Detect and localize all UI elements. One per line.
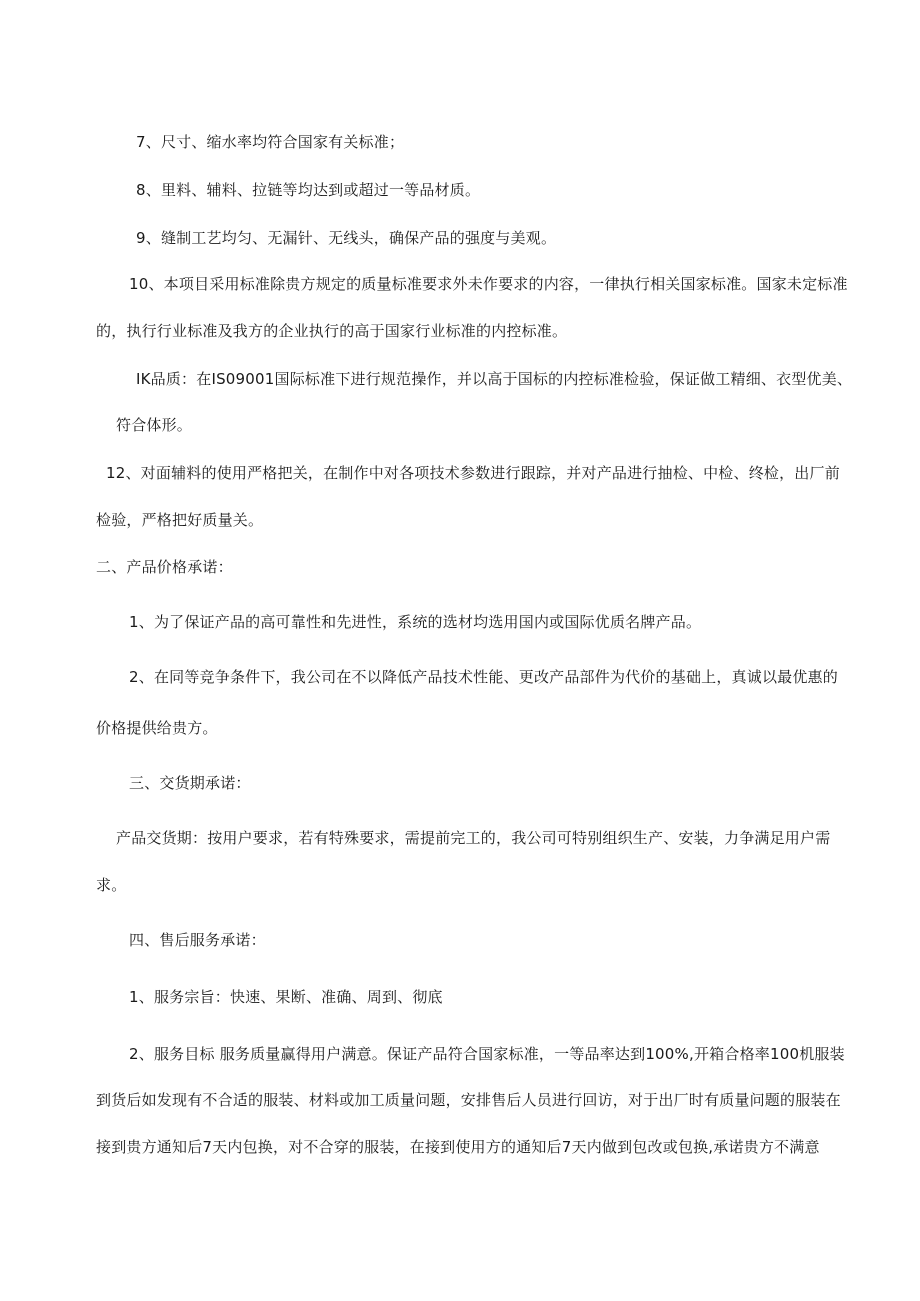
section-heading-after-sales: 四、售后服务承诺： bbox=[129, 931, 266, 949]
text-line-item-7: 7、尺寸、缩水率均符合国家有关标准； bbox=[136, 133, 405, 151]
text-line-service-2: 2、服务目标 服务质量赢得用户满意。保证产品符合国家标准，一等品率达到100%,开箱合格率100机服装 bbox=[129, 1045, 845, 1063]
text-line-item-10: 10、本项目采用标准除贵方规定的质量标准要求外未作要求的内容，一律执行相关国家标准。国家未定标准 bbox=[129, 275, 848, 293]
text-line-item-12-cont: 检验，严格把好质量关。 bbox=[96, 511, 264, 529]
text-line-service-2-cont-2: 接到贵方通知后7天内包换，对不合穿的服装，在接到使用方的通知后7天内做到包改或包换,承诺贵方不满意 bbox=[96, 1138, 820, 1156]
text-line-item-9: 9、缝制工艺均匀、无漏针、无线头，确保产品的强度与美观。 bbox=[136, 229, 557, 247]
text-line-item-12: 12、对面辅料的使用严格把关，在制作中对各项技术参数进行跟踪，并对产品进行抽检、中检、终检，出厂前 bbox=[106, 464, 840, 482]
text-line-price-2: 2、在同等竞争条件下，我公司在不以降低产品技术性能、更改产品部件为代价的基础上，真诚以最优惠的 bbox=[129, 668, 838, 686]
text-line-service-1: 1、服务宗旨：快速、果断、准确、周到、彻底 bbox=[129, 988, 443, 1006]
text-line-item-11-cont: 符合体形。 bbox=[116, 416, 193, 434]
text-line-item-11: IK品质：在IS09001国际标准下进行规范操作，并以高于国标的内控标准检验，保证做工精细、衣型优美、 bbox=[136, 370, 853, 388]
text-line-price-2-cont: 价格提供给贵方。 bbox=[96, 719, 218, 737]
text-line-item-8: 8、里料、辅料、拉链等均达到或超过一等品材质。 bbox=[136, 181, 481, 199]
text-line-item-10-cont: 的，执行行业标准及我方的企业执行的高于国家行业标准的内控标准。 bbox=[96, 322, 568, 340]
text-line-price-1: 1、为了保证产品的高可靠性和先进性，系统的选材均选用国内或国际优质名牌产品。 bbox=[129, 613, 702, 631]
section-heading-price: 二、产品价格承诺： bbox=[96, 558, 233, 576]
text-line-service-2-cont-1: 到货后如发现有不合适的服装、材料或加工质量问题，安排售后人员进行回访，对于出厂时有质量问题的服装在 bbox=[96, 1091, 841, 1109]
text-line-delivery-cont: 求。 bbox=[96, 876, 127, 894]
text-line-delivery: 产品交货期：按用户要求，若有特殊要求，需提前完工的，我公司可特别组织生产、安装，力争满足用户需 bbox=[116, 829, 831, 847]
section-heading-delivery: 三、交货期承诺： bbox=[129, 774, 251, 792]
